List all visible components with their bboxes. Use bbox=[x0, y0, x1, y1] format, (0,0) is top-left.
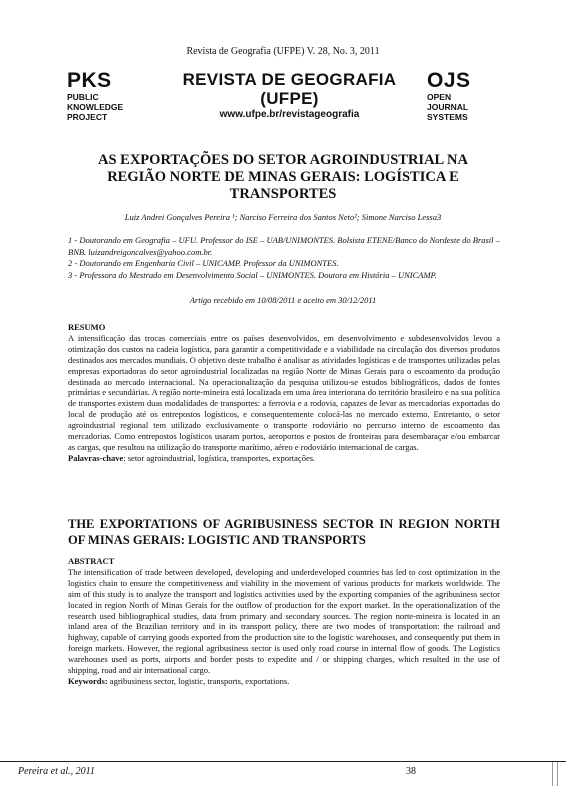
journal-title-line: (UFPE) bbox=[260, 89, 319, 108]
resumo-body: A intensificação das trocas comerciais entre os países desenvolvidos, em desenvolvimento e subdesenvolvidos levou a otimização dos custos na cadeia logística, para garantir a competitividade e a viabilidade na circulação dos diversos produtos destinados aos mercados mundiais. O objetivo deste trabalho é analisar as atividades logísticas e de transportes utilizadas pelas empresas exportadoras do setor agroindustrial localizadas na região Norte de Minas Gerais para o escoamento da produção destinada ao mercado internacional. Na operacionalização da pesquisa utilizou-se estudos bibliográficos, dados de fontes primárias e secundárias. A região norte-mineira está localizada em uma área interiorana do território brasileiro e na sua política de transportes existem duas modalidades de transportes: a ferrovia e a rodovia, capazes de levar as mercadorias exportadas do local de produção até os entrepostos logísticos, e consequentemente colocá-las no mercado externo. Entretanto, o setor agroindustrial regional tem utilizado exclusivamente o transporte rodoviário no percurso interno de escoamento das mercadorias. Como entrepostos logísticos usaram portos, aeroportos e postos de fronteiras para desembaraçar e/ou embarcar as cargas, que resultou na utilização do transporte marítimo, aéreo e rodoviário internacional de cargas. bbox=[68, 332, 500, 452]
keywords-text: : setor agroindustrial, logística, transportes, exportações. bbox=[123, 452, 316, 463]
title-line: AS EXPORTAÇÕES DO SETOR AGROINDUSTRIAL NA bbox=[98, 152, 468, 168]
resumo-section bbox=[68, 322, 500, 464]
abstract-section bbox=[68, 556, 500, 687]
affiliation: 1 - Doutorando em Geografia – UFU. Professor do ISE – UAB/UNIMONTES. Bolsista ETENE/Banco do Nordeste do Brasil – BNB. luizandreigoncalves@yahoo.com.br. bbox=[68, 235, 500, 257]
journal-citation: Revista de Geografia (UFPE) V. 28, No. 3, 2011 bbox=[186, 46, 380, 57]
page-number: 38 bbox=[406, 766, 416, 777]
resumo-keywords bbox=[68, 453, 500, 464]
ojs-line: SYSTEMS bbox=[427, 112, 468, 122]
keywords-text: agribusiness sector, logistic, transports, exportations. bbox=[107, 675, 290, 686]
pkp-line: KNOWLEDGE bbox=[67, 102, 124, 112]
pkp-line: PUBLIC bbox=[67, 92, 99, 102]
pks-wordmark: PKS bbox=[67, 69, 112, 92]
abstract-heading: ABSTRACT bbox=[68, 556, 115, 566]
masthead bbox=[67, 70, 499, 130]
keywords-label: Palavras-chave bbox=[68, 452, 124, 463]
author-list: Luiz Andrei Gonçalves Pereira ¹; Narciso Ferreira dos Santos Neto²; Simone Narciso Lessa3 bbox=[124, 212, 442, 222]
ojs-logo bbox=[427, 70, 507, 122]
ojs-line: OPEN bbox=[427, 92, 452, 102]
english-title: THE EXPORTATIONS OF AGRIBUSINESS SECTOR IN REGION NORTH OF MINAS GERAIS: LOGISTIC AND TRANSPORTS bbox=[68, 517, 500, 547]
affiliations bbox=[68, 235, 508, 281]
abstract-keywords bbox=[68, 676, 500, 687]
resumo-heading: RESUMO bbox=[68, 322, 106, 332]
pkp-line: PROJECT bbox=[67, 112, 108, 122]
footer-citation: Pereira et al., 2011 bbox=[18, 766, 95, 777]
affiliation: 2 - Doutorando em Engenharia Civil – UNICAMP. Professor da UNIMONTES. bbox=[68, 258, 339, 268]
footer-bar bbox=[552, 762, 558, 786]
journal-logo bbox=[167, 70, 412, 121]
journal-title-line: REVISTA DE GEOGRAFIA bbox=[182, 70, 397, 89]
journal-url: www.ufpe.br/revistageografia bbox=[219, 109, 360, 120]
title-line: REGIÃO NORTE DE MINAS GERAIS: LOGÍSTICA E bbox=[107, 169, 459, 185]
footer-divider bbox=[0, 761, 566, 762]
keywords-label: Keywords: bbox=[68, 675, 108, 686]
article-title bbox=[60, 152, 506, 203]
abstract-body: The intensification of trade between developed, developing and underdeveloped countries has led to cost optimization in the logistics chain to ensure the competitiveness and viability in the movement of various products for markets worldwide. The aim of this study is to analyze the transport and logistics activities used by the exporting companies of the agribusiness sector located in region North of Minas Gerais for the outflow of production for the export market. In the operationalization of the research used bibliographical studies, data from primary and secondary sources. The region norte-mineira is located in an inland area of the Brazilian territory and in its transport policy, there are two modes of transportation: the railroad and highway, capable of carrying goods exported from the production site to the logistic warehouses, and consequently put them in foreign markets. However, the regional agribusiness sector is used only road course in internal flow of goods. The Logistics warehouses used as ports, airports and border posts to expedite and / or shipping charges, which resulted in the use of shipping, road and air international cargo. bbox=[68, 566, 500, 676]
received-date: Artigo recebido em 10/08/2011 e aceito em 30/12/2011 bbox=[189, 295, 377, 305]
pkp-logo bbox=[67, 70, 157, 122]
ojs-line: JOURNAL bbox=[427, 102, 469, 112]
affiliation: 3 - Professora do Mestrado em Desenvolvimento Social – UNIMONTES. Doutora em História – UNICAMP. bbox=[68, 269, 437, 280]
title-line: TRANSPORTES bbox=[229, 186, 337, 202]
ojs-wordmark: OJS bbox=[427, 69, 471, 92]
